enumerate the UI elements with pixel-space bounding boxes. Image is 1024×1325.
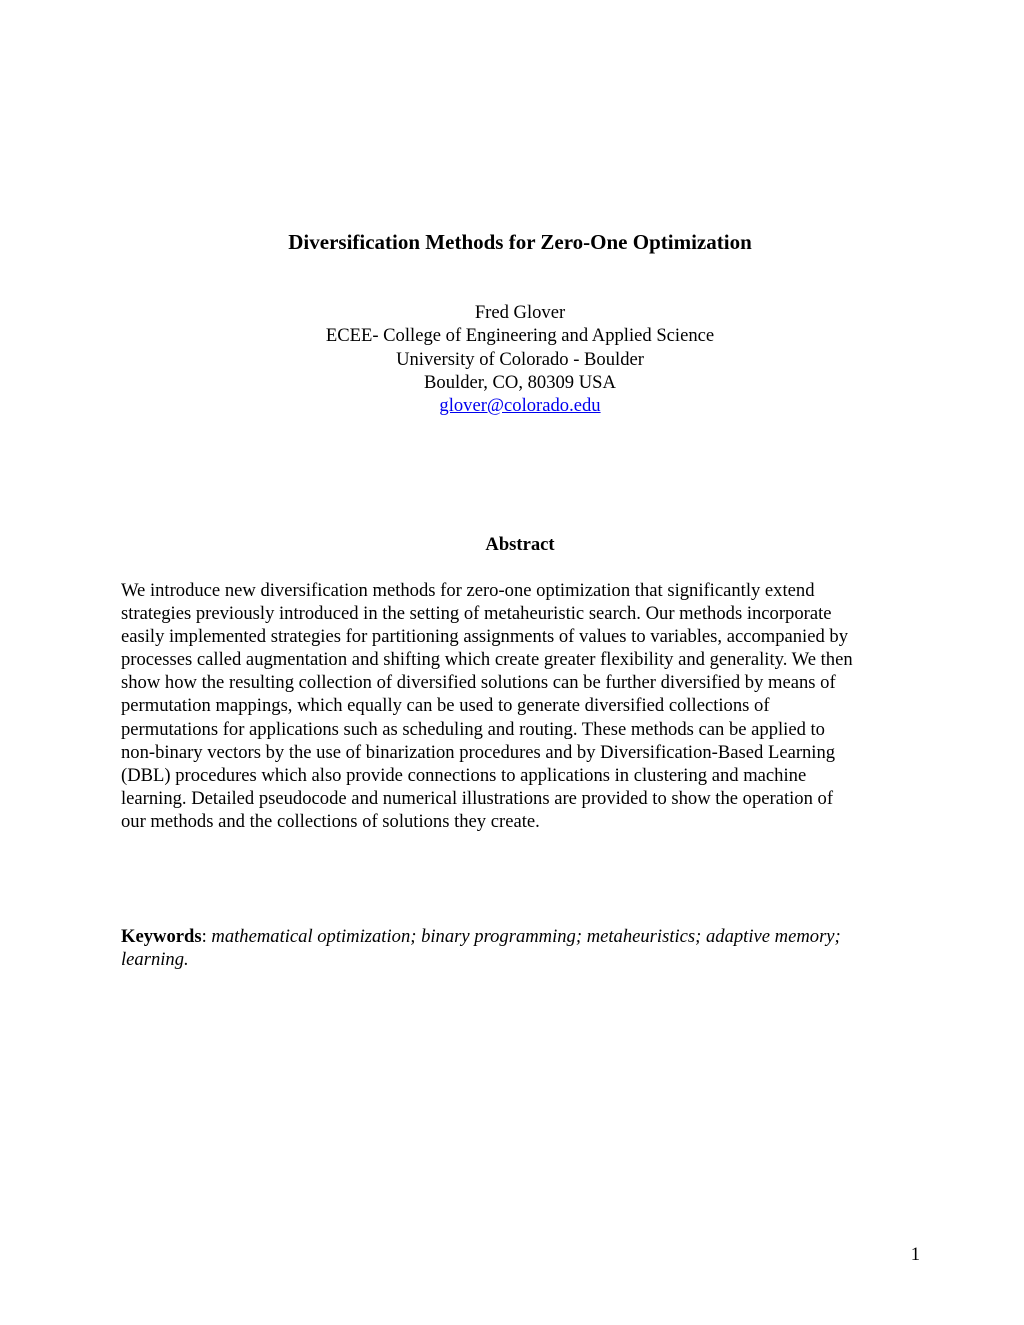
keywords-text-continued: learning. — [121, 949, 189, 971]
author-university: University of Colorado - Boulder — [396, 348, 644, 370]
paper-title: Diversification Methods for Zero-One Optimization — [288, 230, 752, 254]
abstract-line: permutation mappings, which equally can be used to generate diversified collections of — [121, 695, 770, 717]
abstract-line: strategies previously introduced in the setting of metaheuristic search. Our methods incorporate — [121, 603, 832, 625]
author-department: ECEE- College of Engineering and Applied Science — [325, 325, 715, 347]
abstract-line: We introduce new diversification methods for zero-one optimization that significantly extend — [121, 580, 815, 601]
keywords-section — [121, 925, 921, 971]
author-block — [0, 301, 1024, 417]
keywords-label: Keywords — [121, 926, 202, 947]
abstract-line: easily implemented strategies for partitioning assignments of values to variables, accompanied by — [121, 626, 849, 648]
author-name: Fred Glover — [474, 302, 566, 323]
abstract-line: show how the resulting collection of diversified solutions can be further diversified by means of — [121, 672, 836, 694]
abstract-line: (DBL) procedures which also provide connections to applications in clustering and machine — [121, 764, 807, 786]
abstract-line: learning. Detailed pseudocode and numerical illustrations are provided to show the operation of — [121, 787, 834, 809]
abstract-line: non-binary vectors by the use of binarization procedures and by Diversification-Based Learning — [121, 741, 836, 763]
abstract-heading: Abstract — [485, 534, 555, 555]
page-number: 1 — [910, 1244, 920, 1265]
keywords-text: mathematical optimization; binary programming; metaheuristics; adaptive memory; — [206, 926, 841, 947]
author-email-link[interactable]: glover@colorado.edu — [439, 395, 601, 417]
abstract-line: our methods and the collections of solutions they create. — [121, 810, 540, 832]
keywords-separator: : — [201, 926, 207, 947]
abstract-line: permutations for applications such as scheduling and routing. These methods can be applied to — [121, 718, 825, 740]
abstract-body — [121, 579, 921, 833]
author-address: Boulder, CO, 80309 USA — [424, 371, 616, 393]
abstract-line: processes called augmentation and shifting which create greater flexibility and generality. We then — [121, 649, 853, 671]
